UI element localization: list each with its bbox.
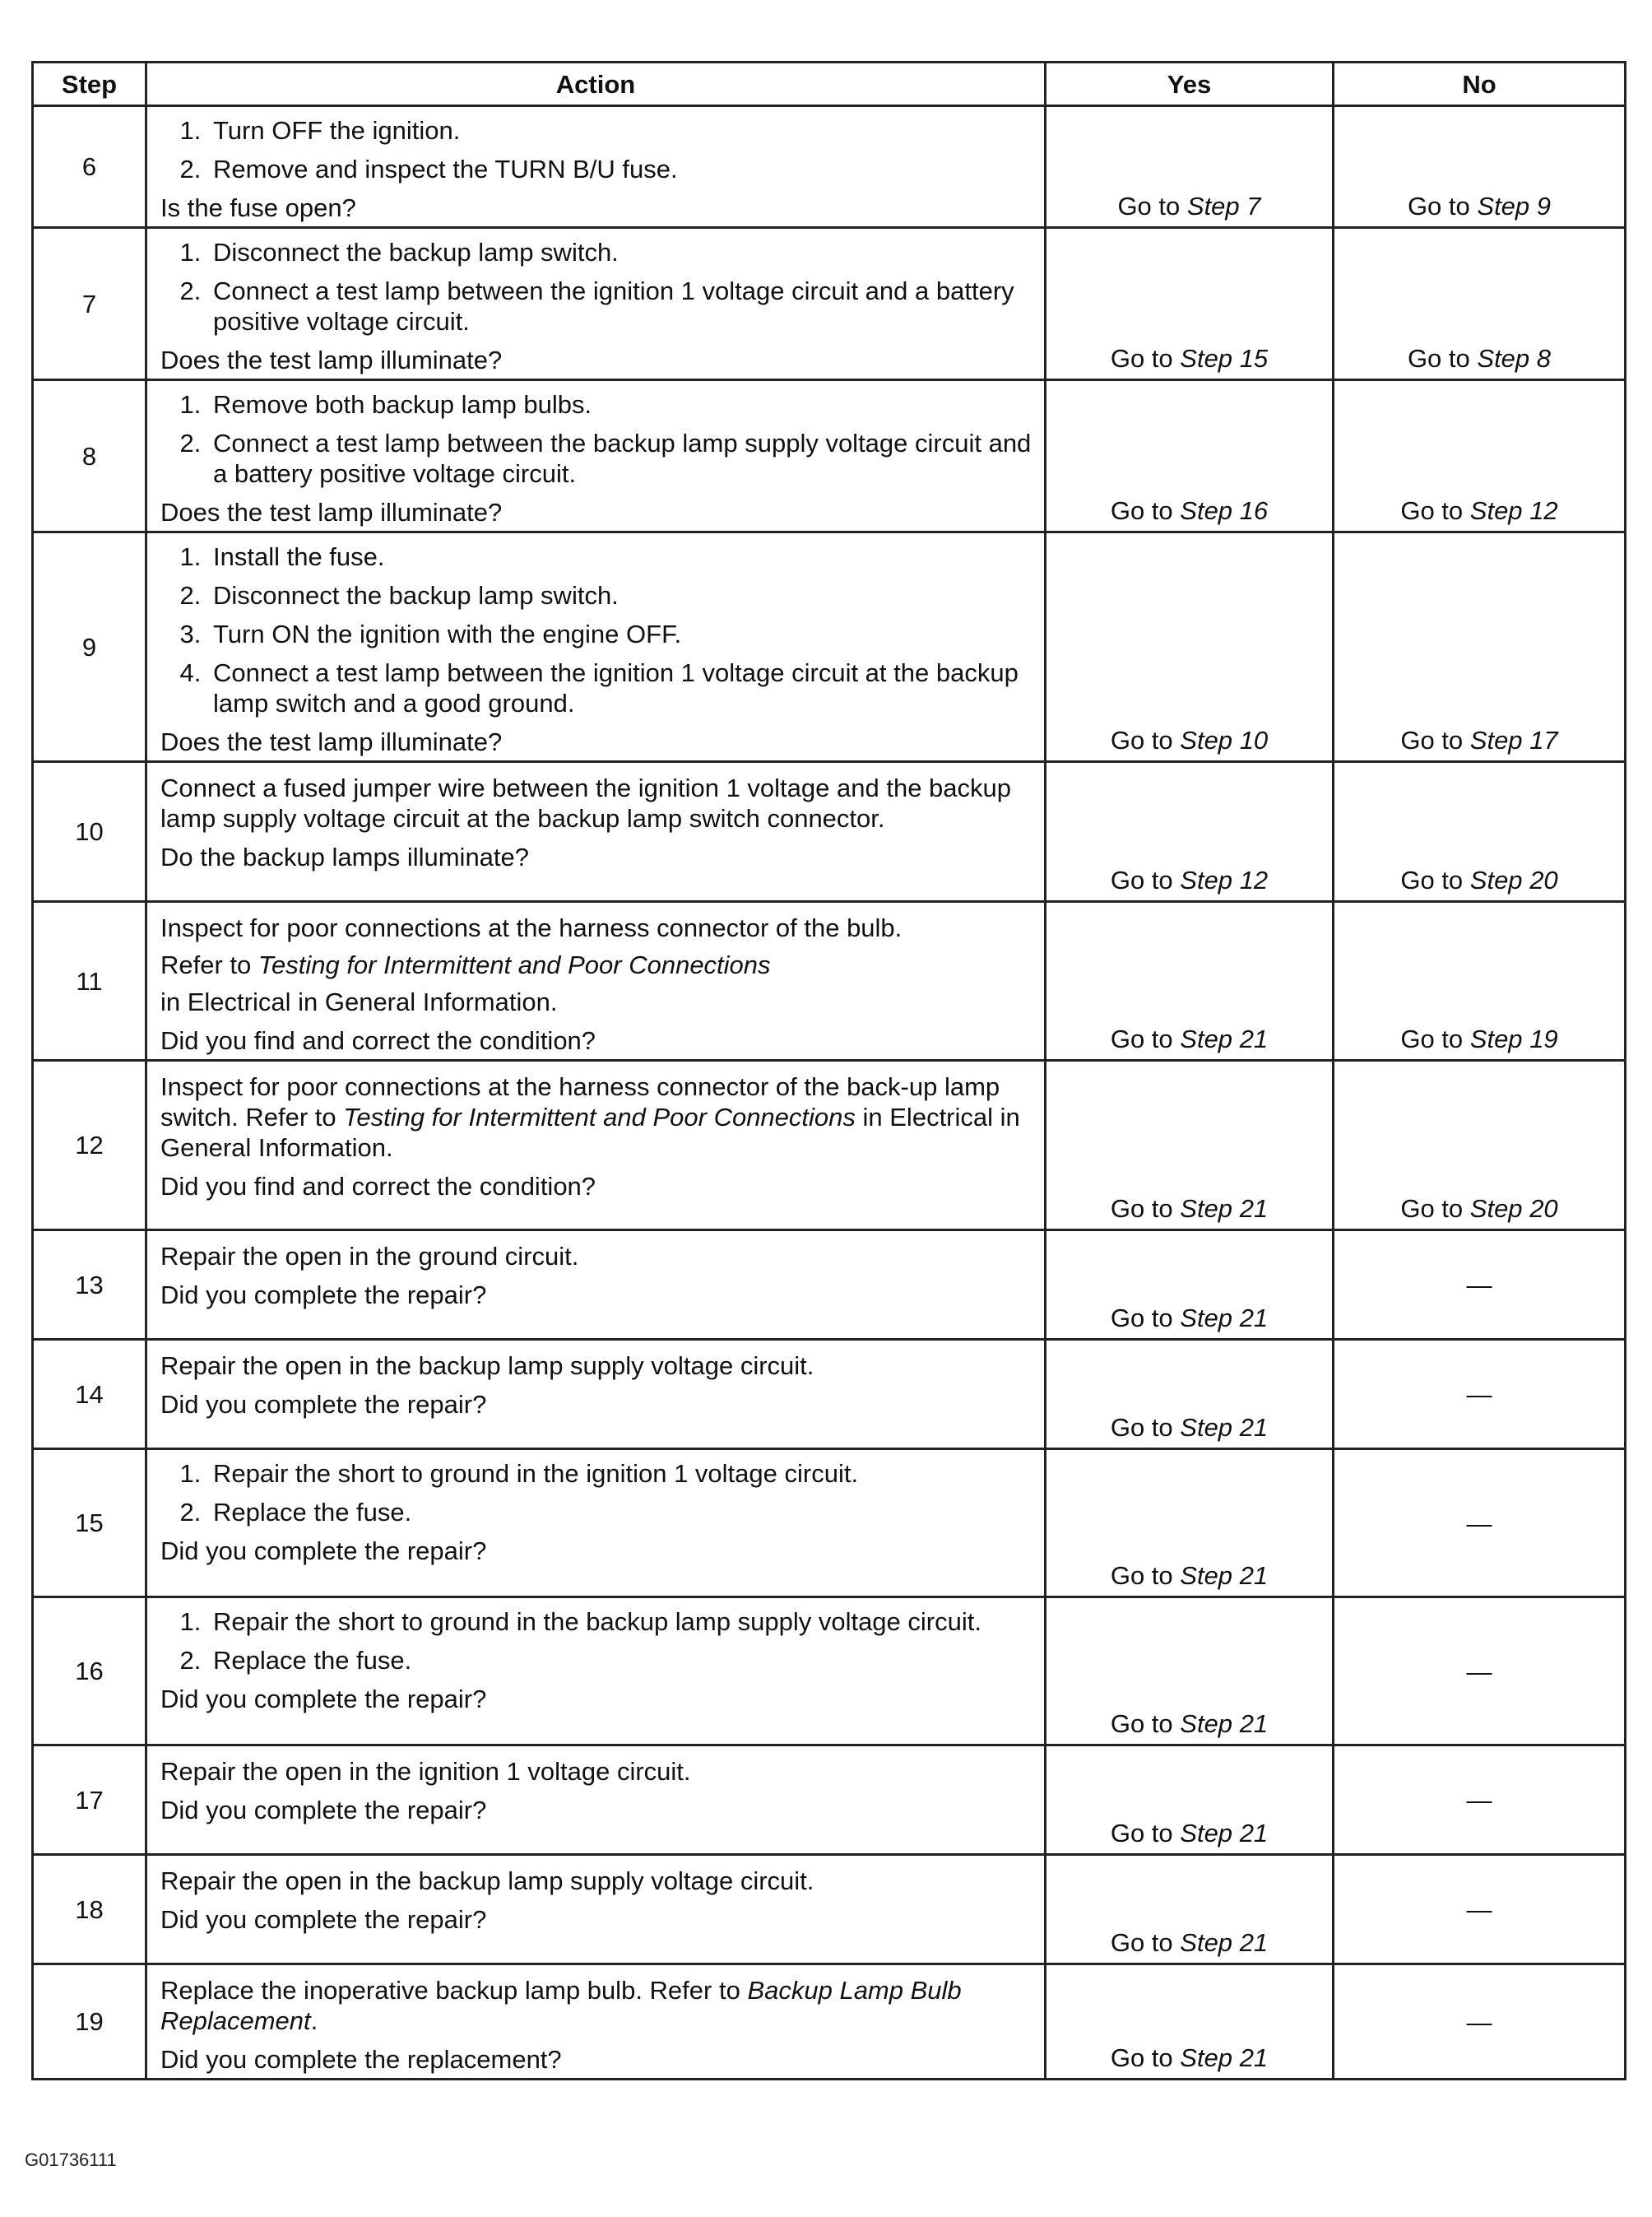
step-ref: 20: [1529, 866, 1558, 895]
action-question: Did you complete the replacement?: [160, 2045, 562, 2074]
yes-cell: [1046, 762, 1334, 902]
step-ref: 21: [1239, 1304, 1269, 1332]
action-question: Does the test lamp illuminate?: [160, 346, 503, 374]
reference-title: Backup Lamp Bulb Replacement: [160, 1976, 962, 2035]
action-cell: [146, 1449, 1046, 1597]
action-question: Does the test lamp illuminate?: [160, 498, 503, 527]
header-action: Action: [146, 63, 1046, 106]
step-ref: 21: [1239, 2043, 1269, 2072]
action-question: Did you complete the repair?: [160, 1685, 487, 1713]
action-list-item: 3. Turn ON the ignition with the engine OFF.: [208, 619, 1032, 649]
goto-text: Go to: [1400, 1194, 1464, 1223]
goto-text: Go to: [1110, 1025, 1173, 1053]
step-word: Step: [1180, 1304, 1233, 1332]
action-cell: [146, 1855, 1046, 1964]
yes-cell: [1046, 380, 1334, 532]
no-cell: [1334, 106, 1626, 228]
header-no: No: [1334, 63, 1626, 106]
step-cell: 10: [33, 762, 146, 902]
action-text-segment: Repair the open in the backup lamp supply voltage circuit.: [160, 1351, 814, 1380]
goto-text: Go to: [1400, 866, 1464, 895]
action-question: Did you find and correct the condition?: [160, 1026, 596, 1055]
action-text-segment: .: [310, 2006, 318, 2035]
action-cell: [146, 380, 1046, 532]
goto-text: Go to: [1407, 192, 1470, 221]
action-text-segment: Repair the open in the ignition 1 voltage circuit.: [160, 1757, 691, 1786]
header-yes: Yes: [1046, 63, 1334, 106]
action-cell: [146, 1597, 1046, 1745]
action-list-item: 2. Replace the fuse.: [208, 1497, 1032, 1527]
header-step: Step: [33, 63, 146, 106]
no-dash: —: [1466, 1271, 1492, 1299]
no-cell: [1334, 1340, 1626, 1449]
no-cell: [1334, 1230, 1626, 1340]
step-cell: 6: [33, 106, 146, 228]
action-cell: [146, 1230, 1046, 1340]
step-ref: 21: [1239, 1819, 1269, 1848]
goto-text: Go to: [1400, 1025, 1464, 1053]
step-word: Step: [1180, 1561, 1233, 1590]
step-word: Step: [1180, 1194, 1233, 1223]
step-cell: 13: [33, 1230, 146, 1340]
action-question: Did you complete the repair?: [160, 1905, 487, 1934]
step-word: Step: [1469, 1194, 1523, 1223]
no-cell: [1334, 380, 1626, 532]
step-word: Step: [1180, 1928, 1233, 1957]
step-ref: 7: [1246, 192, 1261, 221]
table-row: [33, 106, 1626, 228]
goto-text: Go to: [1110, 496, 1173, 525]
action-text: [160, 1975, 1032, 2036]
diagnostic-table: [31, 61, 1626, 2080]
goto-text: Go to: [1407, 344, 1470, 373]
action-list: [160, 541, 1032, 718]
yes-cell: [1046, 1745, 1334, 1855]
action-text: [160, 1866, 1032, 1896]
action-list-item: 2. Remove and inspect the TURN B/U fuse.: [208, 154, 1032, 184]
action-list-item: 1. Turn OFF the ignition.: [208, 115, 1032, 146]
action-question: Is the fuse open?: [160, 193, 356, 222]
goto-text: Go to: [1110, 2043, 1173, 2072]
step-ref: 21: [1239, 1709, 1269, 1738]
action-cell: [146, 762, 1046, 902]
table-row: [33, 1855, 1626, 1964]
yes-cell: [1046, 1230, 1334, 1340]
goto-text: Go to: [1110, 1194, 1173, 1223]
table-row: [33, 1061, 1626, 1230]
action-text: [160, 773, 1032, 834]
step-cell: 8: [33, 380, 146, 532]
step-cell: 18: [33, 1855, 146, 1964]
table-row: [33, 1340, 1626, 1449]
action-cell: [146, 1340, 1046, 1449]
no-cell: [1334, 532, 1626, 762]
action-list-item: 2. Disconnect the backup lamp switch.: [208, 580, 1032, 611]
reference-title: Testing for Intermittent and Poor Connections: [258, 950, 771, 979]
step-cell: 7: [33, 228, 146, 380]
table-row: [33, 902, 1626, 1061]
goto-text: Go to: [1110, 866, 1173, 895]
no-dash: —: [1466, 1508, 1492, 1538]
action-list-item: 1. Remove both backup lamp bulbs.: [208, 389, 1032, 420]
action-text-segment: Repair the open in the backup lamp supply voltage circuit.: [160, 1866, 814, 1895]
no-cell: [1334, 902, 1626, 1061]
step-word: Step: [1469, 866, 1523, 895]
yes-cell: [1046, 1449, 1334, 1597]
action-question: Does the test lamp illuminate?: [160, 727, 503, 756]
no-dash: —: [1466, 1786, 1492, 1815]
yes-cell: [1046, 902, 1334, 1061]
action-text-segment: Replace the inoperative backup lamp bulb. Refer to: [160, 1976, 748, 2005]
table-body: [33, 106, 1626, 2080]
yes-cell: [1046, 106, 1334, 228]
reference-title: Testing for Intermittent and Poor Connections: [343, 1103, 856, 1132]
goto-text: Go to: [1400, 726, 1464, 755]
action-text-segment: Refer to: [160, 950, 258, 979]
step-cell: 9: [33, 532, 146, 762]
action-text-segment: Repair the open in the ground circuit.: [160, 1242, 579, 1271]
step-word: Step: [1469, 496, 1523, 525]
action-cell: [146, 1061, 1046, 1230]
step-ref: 16: [1239, 496, 1269, 525]
no-cell: [1334, 228, 1626, 380]
action-text: [160, 950, 1032, 980]
step-word: Step: [1180, 726, 1233, 755]
yes-cell: [1046, 228, 1334, 380]
goto-text: Go to: [1110, 726, 1173, 755]
table-row: [33, 1597, 1626, 1745]
step-ref: 15: [1239, 344, 1269, 373]
action-text: [160, 1241, 1032, 1271]
action-text-segment: in Electrical in General Information.: [160, 1103, 1020, 1162]
step-word: Step: [1180, 866, 1233, 895]
yes-cell: [1046, 1340, 1334, 1449]
action-list: [160, 1458, 1032, 1527]
goto-text: Go to: [1110, 344, 1173, 373]
action-list-item: 1. Install the fuse.: [208, 541, 1032, 572]
action-list-item: 4. Connect a test lamp between the ignition 1 voltage circuit at the backup lamp switch and a good ground.: [208, 658, 1032, 718]
yes-cell: [1046, 532, 1334, 762]
action-list: [160, 389, 1032, 489]
no-cell: [1334, 1745, 1626, 1855]
action-list-item: 2. Connect a test lamp between the backup lamp supply voltage circuit and a battery positive voltage circuit.: [208, 428, 1032, 489]
figure-code: G01736111: [25, 2150, 117, 2170]
table-row: [33, 762, 1626, 902]
no-cell: [1334, 1061, 1626, 1230]
step-ref: 21: [1239, 1025, 1269, 1053]
table-row: [33, 1964, 1626, 2080]
action-list-item: 2. Replace the fuse.: [208, 1645, 1032, 1676]
no-cell: [1334, 1449, 1626, 1597]
action-text: [160, 987, 1032, 1017]
table-row: [33, 1230, 1626, 1340]
step-ref: 9: [1536, 192, 1552, 221]
no-cell: [1334, 1597, 1626, 1745]
action-list-item: 1. Repair the short to ground in the backup lamp supply voltage circuit.: [208, 1606, 1032, 1637]
action-list: [160, 237, 1032, 337]
action-text-segment: in Electrical in General Information.: [160, 988, 558, 1016]
table-row: [33, 1449, 1626, 1597]
table-row: [33, 228, 1626, 380]
step-cell: 11: [33, 902, 146, 1061]
step-ref: 21: [1239, 1561, 1269, 1590]
no-dash: —: [1466, 1380, 1492, 1409]
goto-text: Go to: [1110, 1413, 1173, 1442]
action-text-segment: Inspect for poor connections at the harness connector of the bulb.: [160, 913, 903, 942]
action-list-item: 2. Connect a test lamp between the ignition 1 voltage circuit and a battery positive voltage circuit.: [208, 276, 1032, 337]
action-cell: [146, 228, 1046, 380]
action-list: [160, 115, 1032, 184]
action-text: [160, 1071, 1032, 1163]
yes-cell: [1046, 1964, 1334, 2080]
step-ref: 17: [1529, 726, 1558, 755]
goto-text: Go to: [1110, 1709, 1173, 1738]
step-word: Step: [1180, 1413, 1233, 1442]
action-cell: [146, 1964, 1046, 2080]
yes-cell: [1046, 1597, 1334, 1745]
action-cell: [146, 106, 1046, 228]
no-dash: —: [1466, 2007, 1492, 2037]
step-cell: 17: [33, 1745, 146, 1855]
goto-text: Go to: [1110, 1304, 1173, 1332]
table-row: [33, 1745, 1626, 1855]
step-ref: 21: [1239, 1194, 1269, 1223]
step-ref: 10: [1239, 726, 1269, 755]
action-cell: [146, 1745, 1046, 1855]
no-cell: [1334, 762, 1626, 902]
yes-cell: [1046, 1061, 1334, 1230]
step-word: Step: [1180, 1819, 1233, 1848]
action-question: Did you find and correct the condition?: [160, 1172, 596, 1201]
action-question: Do the backup lamps illuminate?: [160, 843, 530, 871]
action-text-segment: Inspect for poor connections at the harness connector of the back-up lamp switch. Refer to: [160, 1072, 1000, 1132]
step-ref: 19: [1529, 1025, 1558, 1053]
step-ref: 8: [1536, 344, 1552, 373]
action-text: [160, 913, 1032, 943]
action-list: [160, 1606, 1032, 1676]
step-cell: 15: [33, 1449, 146, 1597]
action-question: Did you complete the repair?: [160, 1390, 487, 1419]
goto-text: Go to: [1110, 1819, 1173, 1848]
step-word: Step: [1469, 726, 1523, 755]
no-dash: —: [1466, 1895, 1492, 1924]
step-ref: 20: [1529, 1194, 1558, 1223]
step-word: Step: [1180, 1025, 1233, 1053]
table-row: [33, 532, 1626, 762]
action-text: [160, 1350, 1032, 1381]
step-word: Step: [1186, 192, 1240, 221]
step-word: Step: [1477, 192, 1530, 221]
action-question: Did you complete the repair?: [160, 1280, 487, 1309]
step-ref: 12: [1239, 866, 1269, 895]
action-text-segment: Connect a fused jumper wire between the ignition 1 voltage and the backup lamp supply voltage circuit at the backup lamp switch connector.: [160, 774, 1012, 833]
action-cell: [146, 532, 1046, 762]
action-question: Did you complete the repair?: [160, 1536, 487, 1565]
step-ref: 21: [1239, 1928, 1269, 1957]
step-word: Step: [1477, 344, 1530, 373]
step-word: Step: [1180, 2043, 1233, 2072]
step-cell: 12: [33, 1061, 146, 1230]
header-row: [33, 63, 1626, 106]
step-cell: 19: [33, 1964, 146, 2080]
step-cell: 16: [33, 1597, 146, 1745]
step-word: Step: [1180, 344, 1233, 373]
action-list-item: 1. Repair the short to ground in the ignition 1 voltage circuit.: [208, 1458, 1032, 1489]
no-cell: [1334, 1855, 1626, 1964]
step-word: Step: [1180, 496, 1233, 525]
goto-text: Go to: [1110, 1928, 1173, 1957]
yes-cell: [1046, 1855, 1334, 1964]
step-ref: 12: [1529, 496, 1558, 525]
step-ref: 21: [1239, 1413, 1269, 1442]
no-cell: [1334, 1964, 1626, 2080]
step-word: Step: [1180, 1709, 1233, 1738]
step-cell: 14: [33, 1340, 146, 1449]
goto-text: Go to: [1400, 496, 1464, 525]
goto-text: Go to: [1117, 192, 1181, 221]
action-cell: [146, 902, 1046, 1061]
step-word: Step: [1469, 1025, 1523, 1053]
goto-text: Go to: [1110, 1561, 1173, 1590]
action-list-item: 1. Disconnect the backup lamp switch.: [208, 237, 1032, 267]
action-question: Did you complete the repair?: [160, 1796, 487, 1824]
table-row: [33, 380, 1626, 532]
action-text: [160, 1756, 1032, 1787]
no-dash: —: [1466, 1657, 1492, 1686]
